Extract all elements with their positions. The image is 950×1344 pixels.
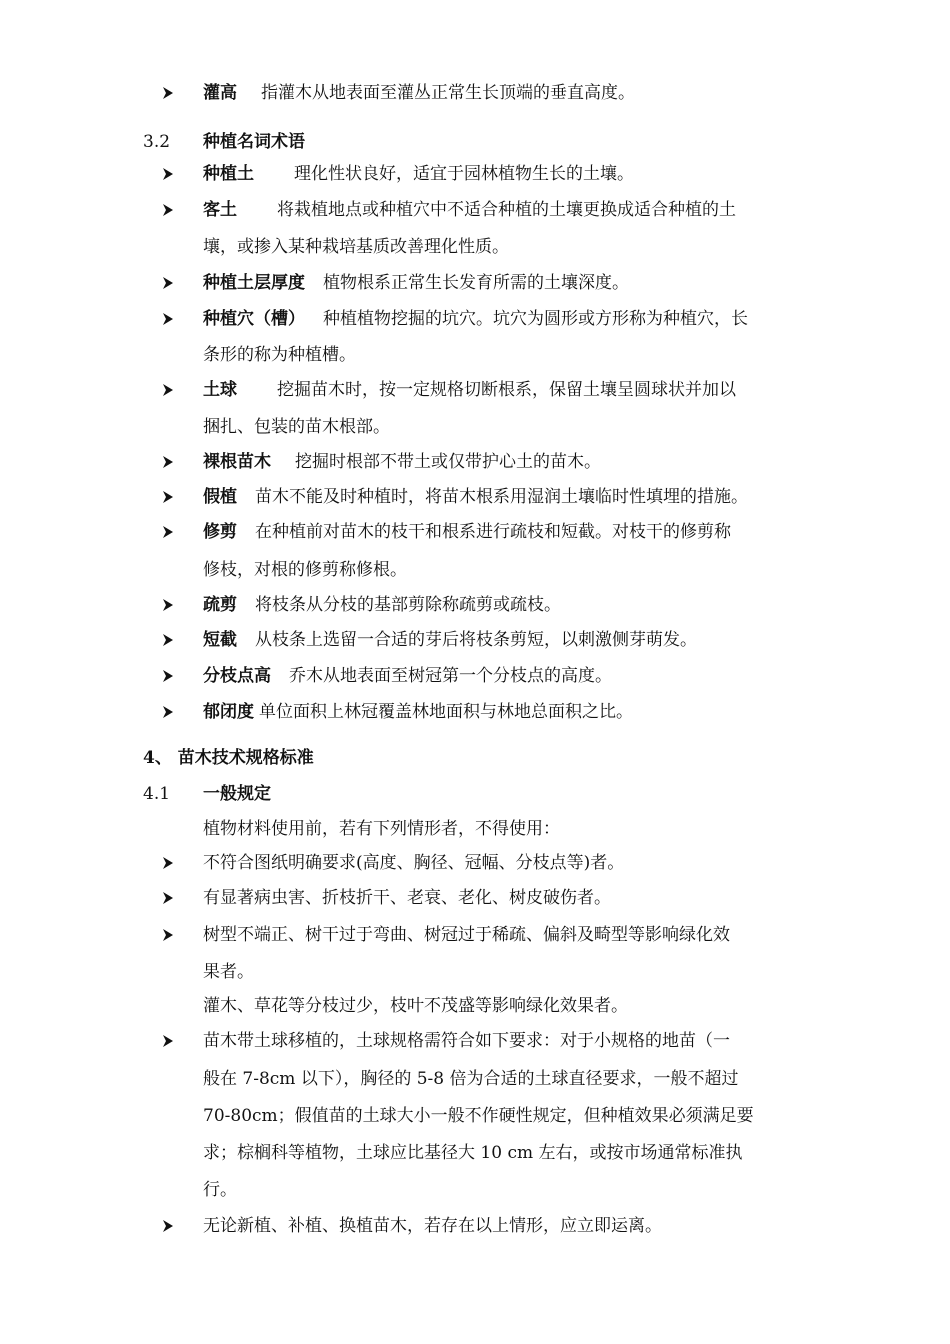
term-desc: 将枝条从分枝的基部剪除称疏剪或疏枝。 xyxy=(255,595,561,615)
arrow-bullet-icon xyxy=(160,886,178,910)
arrow-bullet-icon xyxy=(160,851,178,875)
term-name: 短截 xyxy=(203,630,237,650)
arrow-bullet-icon xyxy=(160,1029,178,1053)
term-desc: 乔木从地表面至树冠第一个分枝点的高度。 xyxy=(289,666,612,686)
subsection-title: 一般规定 xyxy=(203,784,271,804)
term-name: 假植 xyxy=(203,487,237,507)
term-desc: 单位面积上林冠覆盖林地面积与林地总面积之比。 xyxy=(259,702,633,722)
term-name: 种植土 xyxy=(203,164,254,184)
arrow-bullet-icon xyxy=(160,1214,178,1238)
term-desc: 挖掘苗木时，按一定规格切断根系，保留土壤呈圆球状并加以 xyxy=(277,380,736,400)
term-name: 裸根苗木 xyxy=(203,452,271,472)
arrow-bullet-icon xyxy=(160,307,178,331)
arrow-bullet-icon xyxy=(160,81,178,105)
arrow-bullet-icon xyxy=(160,923,178,947)
term-name: 疏剪 xyxy=(203,595,237,615)
arrow-bullet-icon xyxy=(160,450,178,474)
arrow-bullet-icon xyxy=(160,628,178,652)
term-name: 土球 xyxy=(203,380,237,400)
section-number: 3.2 xyxy=(143,132,171,152)
term-name: 种植土层厚度 xyxy=(203,273,305,293)
term-name: 客土 xyxy=(203,200,237,220)
arrow-bullet-icon xyxy=(160,700,178,724)
arrow-bullet-icon xyxy=(160,162,178,186)
term-desc: 在种植前对苗木的枝干和根系进行疏枝和短截。对枝干的修剪称 xyxy=(255,522,731,542)
term-desc: 植物根系正常生长发育所需的土壤深度。 xyxy=(323,273,629,293)
subsection-number: 4.1 xyxy=(143,784,171,804)
arrow-bullet-icon xyxy=(160,520,178,544)
term-desc: 从枝条上选留一合适的芽后将枝条剪短，以刺激侧芽萌发。 xyxy=(255,630,697,650)
term-desc: 理化性状良好，适宜于园林植物生长的土壤。 xyxy=(294,164,634,184)
arrow-bullet-icon xyxy=(160,378,178,402)
term-name: 郁闭度 xyxy=(203,702,254,722)
term-desc: 挖掘时根部不带土或仅带护心土的苗木。 xyxy=(295,452,601,472)
term-name: 修剪 xyxy=(203,522,237,542)
term-desc: 指灌木从地表面至灌丛正常生长顶端的垂直高度。 xyxy=(261,83,635,103)
arrow-bullet-icon xyxy=(160,198,178,222)
term-desc: 苗木不能及时种植时，将苗木根系用湿润土壤临时性填埋的措施。 xyxy=(255,487,748,507)
term-name: 灌高 xyxy=(203,83,237,103)
section-title: 种植名词术语 xyxy=(203,132,305,152)
term-name: 种植穴（槽） xyxy=(203,309,305,329)
arrow-bullet-icon xyxy=(160,593,178,617)
arrow-bullet-icon xyxy=(160,485,178,509)
arrow-bullet-icon xyxy=(160,271,178,295)
term-name: 分枝点高 xyxy=(203,666,271,686)
term-desc: 种植植物挖掘的坑穴。坑穴为圆形或方形称为种植穴，长 xyxy=(323,309,748,329)
term-desc: 将栽植地点或种植穴中不适合种植的土壤更换成适合种植的土 xyxy=(277,200,736,220)
arrow-bullet-icon xyxy=(160,664,178,688)
